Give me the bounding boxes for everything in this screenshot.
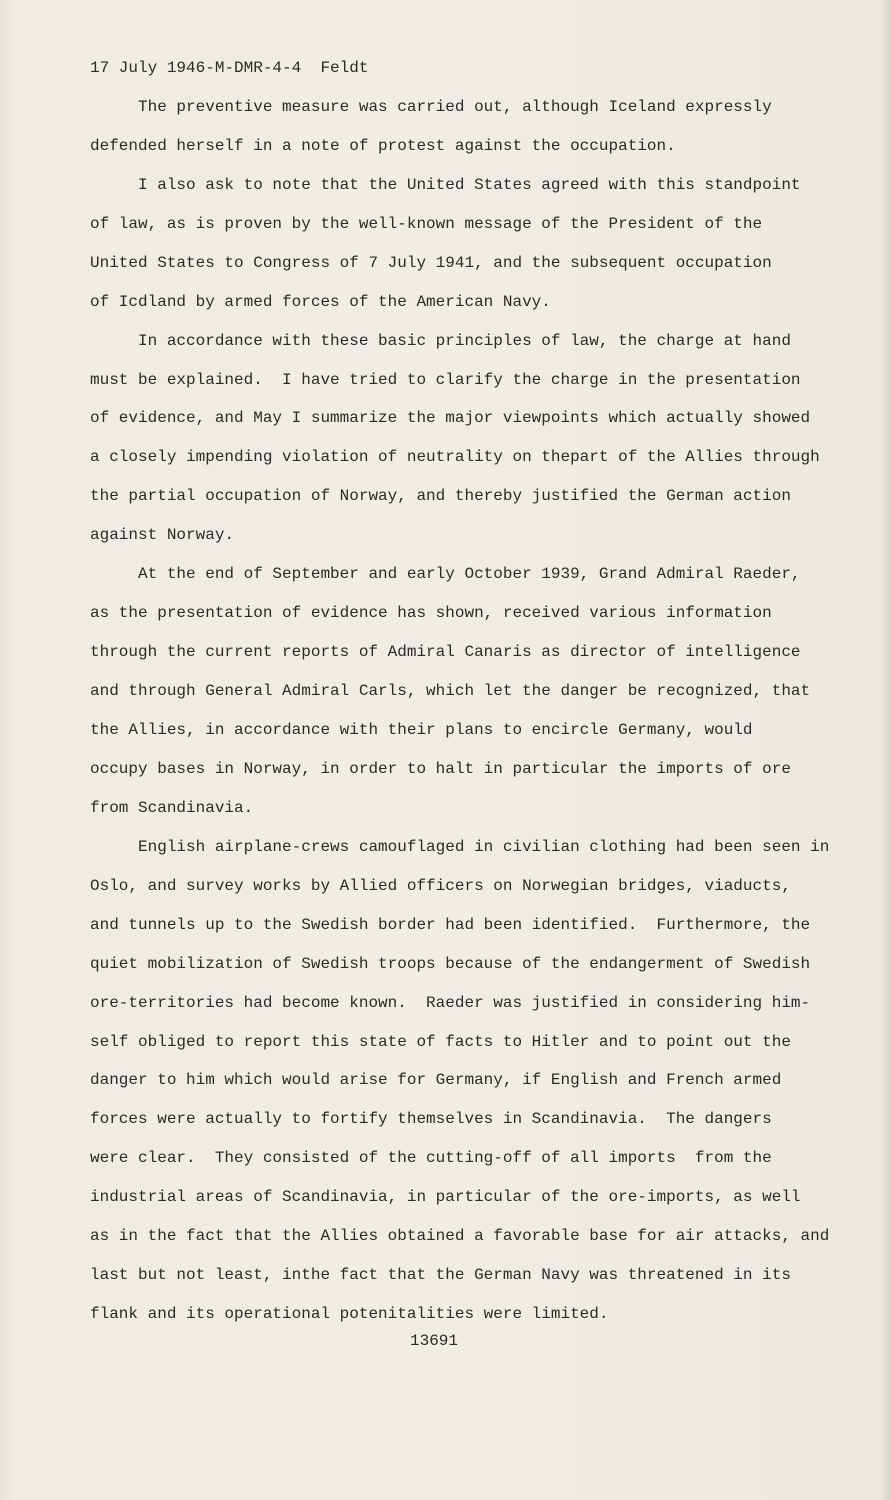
text-line: the partial occupation of Norway, and thereby justified the German action xyxy=(90,487,791,506)
text-line: occupy bases in Norway, in order to halt in particular the imports of ore xyxy=(90,759,791,778)
text-line: In accordance with these basic principles of law, the charge at hand xyxy=(90,331,791,350)
text-line: United States to Congress of 7 July 1941, and the subsequent occupation xyxy=(90,253,772,272)
text-line: a closely impending violation of neutrality on thepart of the Allies through xyxy=(90,448,820,467)
page-number: 13691 xyxy=(410,1332,459,1350)
text-line: At the end of September and early October 1939, Grand Admiral Raeder, xyxy=(90,565,801,584)
text-line: last but not least, inthe fact that the German Navy was threatened in its xyxy=(90,1266,791,1285)
document-header: 17 July 1946-M-DMR-4-4 Feldt xyxy=(90,59,369,77)
text-line: and tunnels up to the Swedish border had been identified. Furthermore, the xyxy=(90,915,811,934)
text-line: from Scandinavia. xyxy=(90,798,254,817)
text-line: against Norway. xyxy=(90,526,235,545)
text-line: forces were actually to fortify themselves in Scandinavia. The dangers xyxy=(90,1110,772,1129)
text-line: English airplane-crews camouflaged in civilian clothing had been seen in xyxy=(90,837,830,856)
text-line: of evidence, and May I summarize the major viewpoints which actually showed xyxy=(90,409,811,428)
text-line: were clear. They consisted of the cutting-off of all imports from the xyxy=(90,1149,772,1168)
text-line: industrial areas of Scandinavia, in particular of the ore-imports, as well xyxy=(90,1188,801,1207)
text-line: must be explained. I have tried to clarify the charge in the presentation xyxy=(90,370,801,389)
text-line: flank and its operational potenitalities were limited. xyxy=(90,1305,609,1324)
text-line: the Allies, in accordance with their plans to encircle Germany, would xyxy=(90,720,753,739)
text-line: The preventive measure was carried out, although Iceland expressly xyxy=(90,97,772,116)
text-line: ore-territories had become known. Raeder was justified in considering him- xyxy=(90,993,811,1012)
text-line: as in the fact that the Allies obtained a favorable base for air attacks, and xyxy=(90,1227,830,1246)
text-line: as the presentation of evidence has shown, received various information xyxy=(90,604,772,623)
text-line: self obliged to report this state of facts to Hitler and to point out the xyxy=(90,1032,791,1051)
text-line: I also ask to note that the United States agreed with this standpoint xyxy=(90,175,801,194)
text-line: of Icdland by armed forces of the American Navy. xyxy=(90,292,551,311)
text-line: defended herself in a note of protest against the occupation. xyxy=(90,136,676,155)
text-line: of law, as is proven by the well-known message of the President of the xyxy=(90,214,763,233)
text-line: danger to him which would arise for Germany, if English and French armed xyxy=(90,1071,782,1090)
text-line: through the current reports of Admiral Canaris as director of intelligence xyxy=(90,643,801,662)
text-line: Oslo, and survey works by Allied officers on Norwegian bridges, viaducts, xyxy=(90,876,791,895)
text-line: and through General Admiral Carls, which let the danger be recognized, that xyxy=(90,682,811,701)
text-line: quiet mobilization of Swedish troops because of the endangerment of Swedish xyxy=(90,954,811,973)
